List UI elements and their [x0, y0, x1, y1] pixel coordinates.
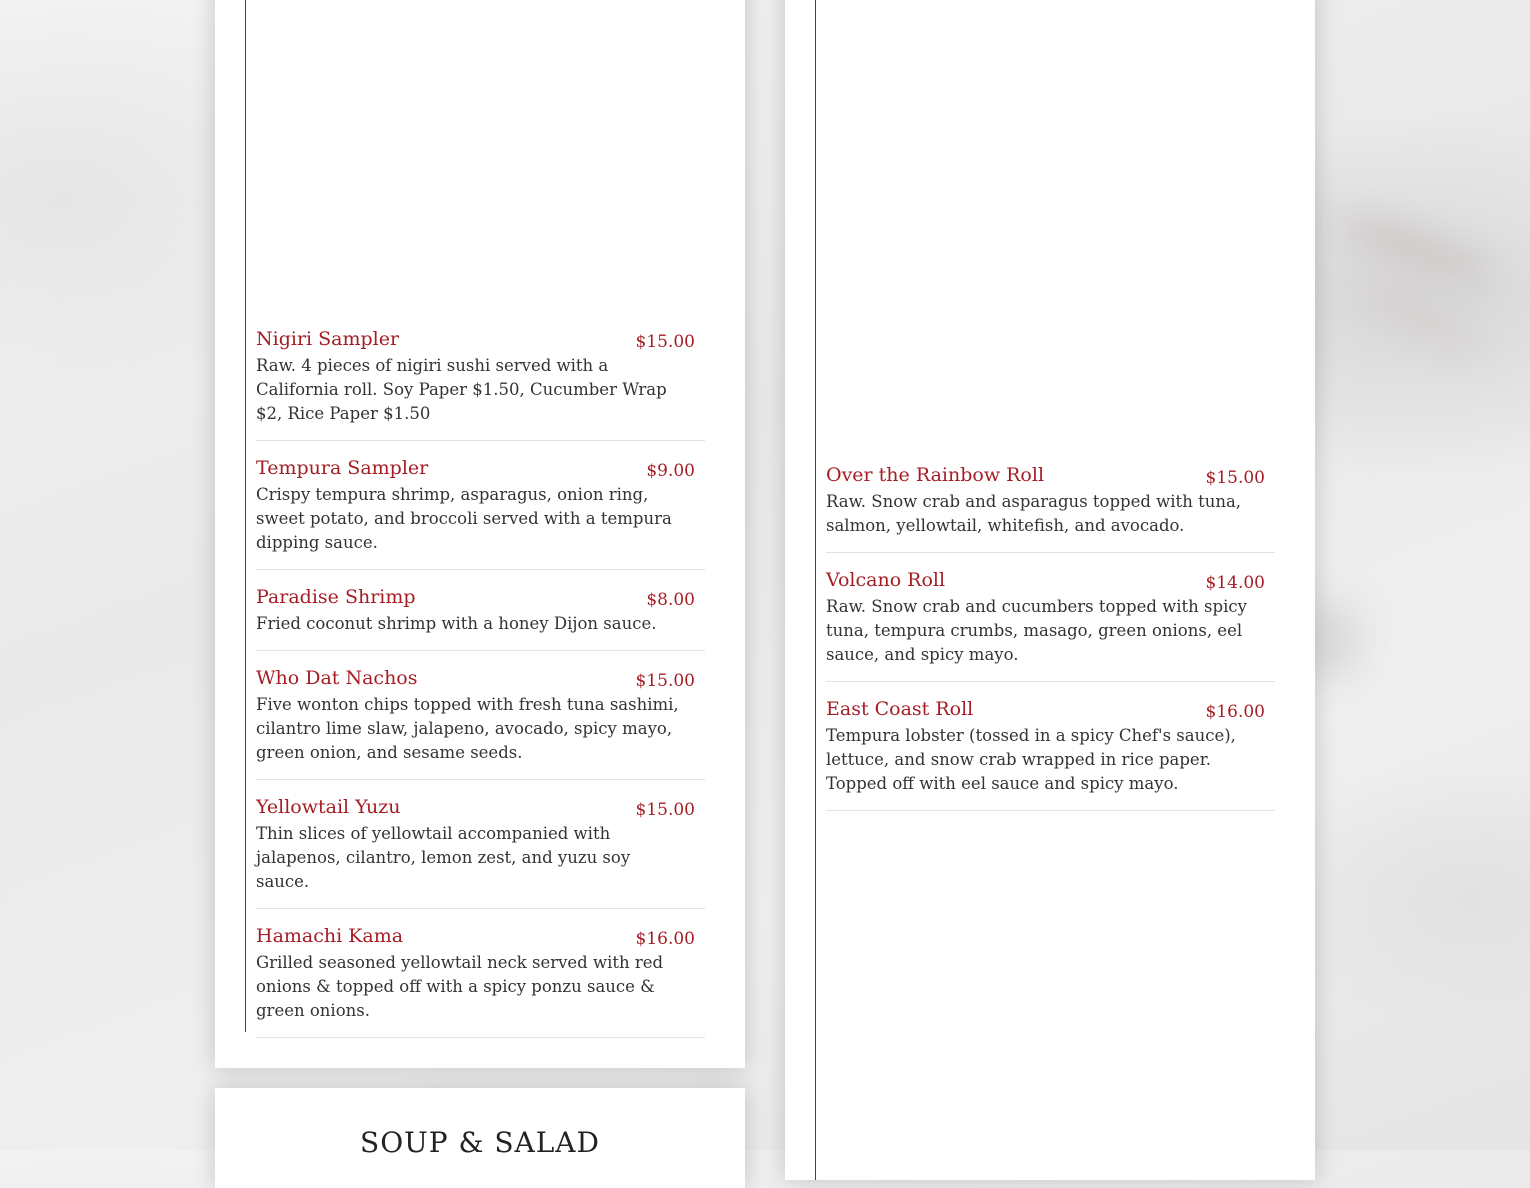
menu-item [826, 461, 1275, 553]
menu-item-description: Five wonton chips topped with fresh tuna sashimi, cilantro lime slaw, jalapeno, avocado, spicy mayo, green onion, and sesame seeds. [256, 695, 679, 762]
menu-item [826, 566, 1275, 682]
menu-item-name: Volcano Roll [826, 569, 946, 591]
menu-item-price: $15.00 [1205, 468, 1265, 488]
menu-item-price: $15.00 [635, 671, 695, 691]
menu-item [256, 664, 705, 780]
menu-item-name: East Coast Roll [826, 698, 974, 720]
menu-item-name: Tempura Sampler [256, 457, 429, 479]
menu-item [256, 325, 705, 441]
menu-item-description: Fried coconut shrimp with a honey Dijon sauce. [256, 614, 657, 633]
menu-item-name: Hamachi Kama [256, 925, 404, 947]
soup-salad-card [215, 1088, 745, 1188]
menu-item-description: Raw. 4 pieces of nigiri sushi served with a California roll. Soy Paper $1.50, Cucumber Wrap $2, Rice Paper $1.50 [256, 356, 667, 423]
menu-item-price: $16.00 [635, 929, 695, 949]
menu-item-description: Grilled seasoned yellowtail neck served with red onions & topped off with a spicy ponzu sauce & green onions. [256, 953, 664, 1020]
right-accent-rule [815, 0, 816, 1180]
menu-item [826, 695, 1275, 811]
menu-item-description: Tempura lobster (tossed in a spicy Chef's sauce), lettuce, and snow crab wrapped in rice paper. Topped off with eel sauce and spicy mayo. [826, 726, 1236, 793]
rolls-list [826, 461, 1275, 824]
menu-item-description: Thin slices of yellowtail accompanied with jalapenos, cilantro, lemon zest, and yuzu soy sauce. [256, 824, 631, 891]
menu-item-name: Paradise Shrimp [256, 586, 416, 608]
menu-item-price: $14.00 [1205, 573, 1265, 593]
left-accent-rule [245, 0, 246, 1032]
menu-item-price: $15.00 [635, 800, 695, 820]
appetizers-list [256, 325, 705, 1051]
appetizers-menu-card [215, 0, 745, 1068]
rolls-menu-card [785, 0, 1315, 1180]
menu-item [256, 583, 705, 651]
menu-item-name: Nigiri Sampler [256, 328, 400, 350]
menu-item-price: $15.00 [635, 332, 695, 352]
menu-item-description: Crispy tempura shrimp, asparagus, onion ring, sweet potato, and broccoli served with a tempura dipping sauce. [256, 485, 672, 552]
menu-item-name: Who Dat Nachos [256, 667, 418, 689]
menu-item-price: $8.00 [646, 590, 695, 610]
menu-item-price: $9.00 [646, 461, 695, 481]
menu-item-description: Raw. Snow crab and asparagus topped with tuna, salmon, yellowtail, whitefish, and avocado. [826, 492, 1242, 535]
menu-item-name: Over the Rainbow Roll [826, 464, 1045, 486]
menu-item-description: Raw. Snow crab and cucumbers topped with spicy tuna, tempura crumbs, masago, green onions, eel sauce, and spicy mayo. [826, 597, 1247, 664]
menu-item-name: Yellowtail Yuzu [256, 796, 401, 818]
section-title: SOUP & SALAD [360, 1126, 600, 1159]
menu-item [256, 922, 705, 1038]
menu-item-price: $16.00 [1205, 702, 1265, 722]
menu-item [256, 454, 705, 570]
menu-item [256, 793, 705, 909]
